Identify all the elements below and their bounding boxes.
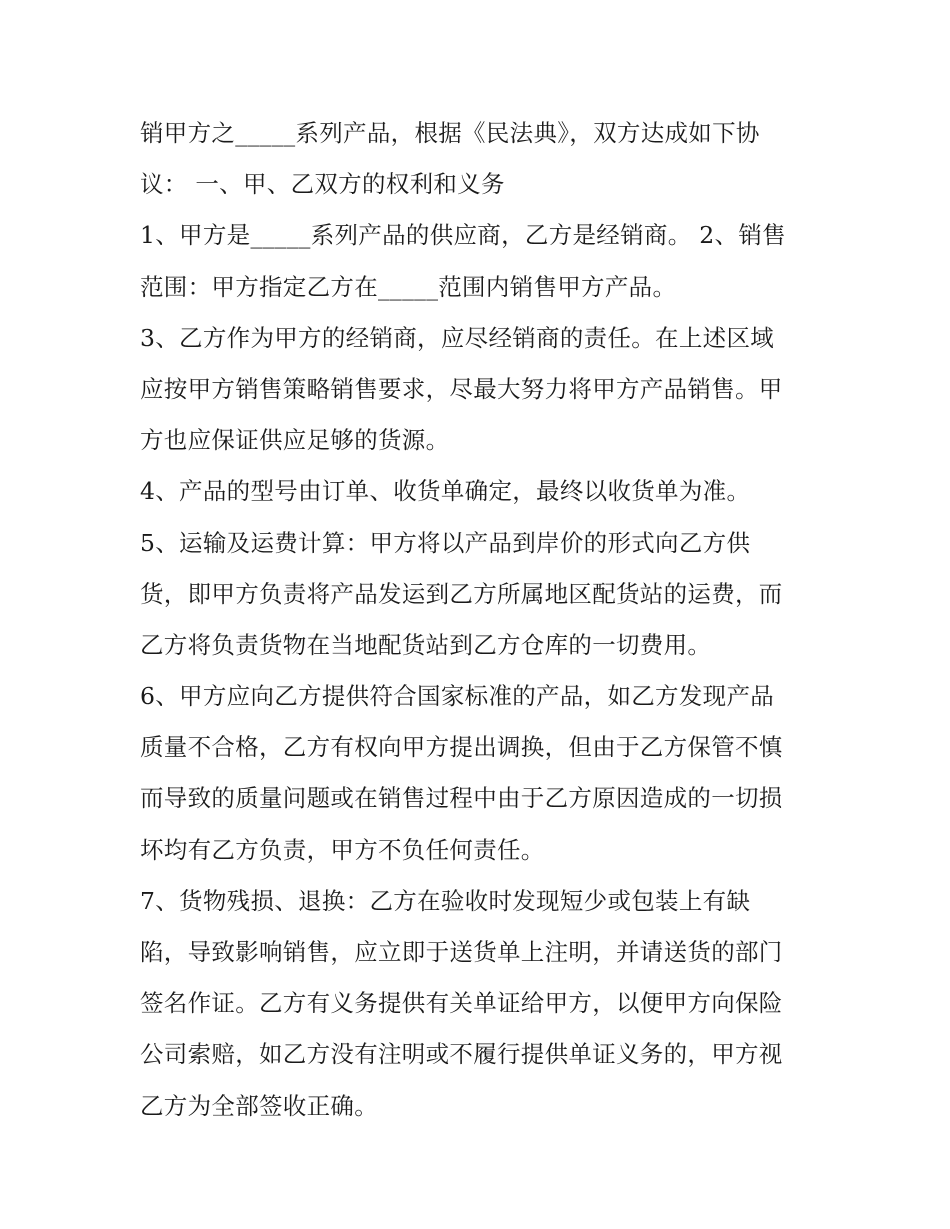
text-line: 范围：甲方指定乙方在_____范围内销售甲方产品。 (140, 272, 677, 301)
text-line: 3、乙方作为甲方的经销商，应尽经销商的责任。在上述区域 (140, 323, 775, 352)
text-line: 销甲方之_____系列产品，根据《民法典》，双方达成如下协 (140, 119, 760, 147)
document-body (140, 108, 820, 1132)
text-line: 公司索赔，如乙方没有注明或不履行提供单证义务的，甲方视 (140, 1040, 783, 1069)
text-line: 5、运输及运费计算：甲方将以产品到岸价的形式向乙方供 (140, 528, 751, 557)
text-line: 签名作证。乙方有义务提供有关单证给甲方，以便甲方向保险 (140, 989, 783, 1018)
text-line: 坏均有乙方负责，甲方不负任何责任。 (140, 835, 545, 864)
text-line: 议： 一、甲、乙双方的权利和义务 (140, 170, 505, 199)
text-line: 乙方为全部签收正确。 (140, 1091, 378, 1120)
text-line: 应按甲方销售策略销售要求，尽最大努力将甲方产品销售。甲 (140, 374, 783, 403)
text-line: 4、产品的型号由订单、收货单确定，最终以收货单为准。 (140, 477, 751, 506)
text-line: 7、货物残损、退换：乙方在验收时发现短少或包装上有缺 (140, 886, 751, 915)
text-line: 质量不合格，乙方有权向甲方提出调换，但由于乙方保管不慎 (140, 733, 783, 762)
text-line: 1、甲方是_____系列产品的供应商，乙方是经销商。 2、销售 (140, 221, 786, 250)
text-line: 乙方将负责货物在当地配货站到乙方仓库的一切费用。 (140, 630, 712, 659)
text-line: 方也应保证供应足够的货源。 (140, 426, 450, 455)
text-line: 而导致的质量问题或在销售过程中由于乙方原因造成的一切损 (140, 784, 783, 813)
text-line: 6、甲方应向乙方提供符合国家标准的产品，如乙方发现产品 (140, 682, 775, 711)
text-line: 陷，导致影响销售，应立即于送货单上注明，并请送货的部门 (140, 938, 783, 966)
text-line: 货，即甲方负责将产品发运到乙方所属地区配货站的运费，而 (140, 579, 783, 608)
